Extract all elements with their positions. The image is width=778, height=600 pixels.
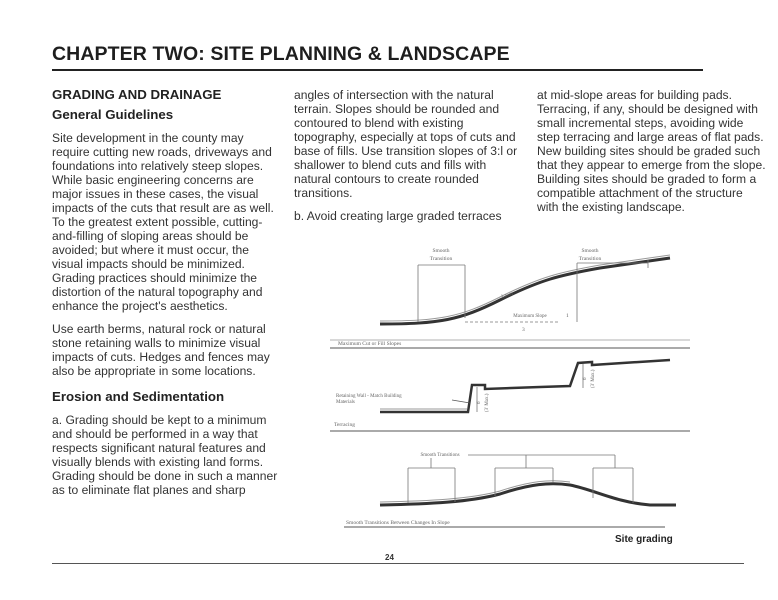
- column-3: [537, 88, 767, 223]
- section-heading: GRADING AND DRAINAGE: [52, 87, 222, 102]
- figure-caption: Site grading: [615, 534, 673, 545]
- label-transition: Transition: [578, 256, 602, 262]
- label-lawn: Lawn: [501, 291, 514, 300]
- panel-smooth-transitions: [344, 453, 676, 527]
- label-max-height: (3' Max.): [591, 369, 596, 388]
- page-number: 24: [385, 553, 394, 562]
- subheading-general-guidelines: General Guidelines: [52, 107, 174, 122]
- label-height: 6': [583, 376, 588, 380]
- paragraph: Use earth berms, natural rock or natural stone retaining walls to minimize visual impacts of cuts. Hedges and fences may also be appropriate in some locations.: [52, 322, 270, 378]
- label-rise: 1: [566, 313, 569, 319]
- label-max-slope: Maximum Slope: [513, 314, 547, 319]
- column-2: [294, 88, 524, 232]
- terrain-line: [380, 484, 676, 505]
- column-1: [52, 88, 282, 506]
- paragraph: at mid-slope areas for building pads. Terracing, if any, should be designed with small incremental steps, avoiding wide step terracing and large areas of flat pads. New building sites should be graded such that they appear to emerge from the slope. Building sites should be graded to form a compatible attachment of the structure with the existing landscape.: [537, 88, 766, 214]
- caption-smooth-transitions: Smooth Transitions Between Changes In Slope: [346, 520, 450, 526]
- panel-max-slopes: [330, 248, 690, 348]
- chapter-title: CHAPTER TWO: SITE PLANNING & LANDSCAPE: [52, 43, 510, 65]
- label-run: 3: [522, 327, 525, 333]
- caption-max-slopes: Maximum Cut or Fill Slopes: [338, 341, 402, 347]
- site-grading-figure: [330, 240, 690, 540]
- paragraph: a. Grading should be kept to a minimum and should be performed in a way that respects significant natural features and visually blends with existing land forms. Grading should be done in such a manner as to eliminate flat planes and sharp: [52, 413, 278, 497]
- caption-terracing: Terracing: [334, 422, 355, 428]
- paragraph: b. Avoid creating large graded terraces: [294, 209, 502, 223]
- label-smooth: Smooth: [581, 248, 599, 254]
- paragraph: angles of intersection with the natural terrain. Slopes should be rounded and contoured to blend with existing topography, especially at tops of cuts and base of fills. Use transition slopes of 3:l or shallower to blend cuts and fills with natural contours to create rounded transitions.: [294, 88, 518, 200]
- label-height: 6': [477, 400, 482, 404]
- terrain-line: [380, 360, 670, 412]
- panel-terracing: [330, 360, 690, 431]
- label-retaining-wall: Retaining Wall - Match Building: [336, 394, 402, 399]
- label-smooth: Smooth: [432, 248, 450, 254]
- label-smooth-transitions: Smooth Transitions: [420, 453, 460, 458]
- subheading-erosion: Erosion and Sedimentation: [52, 389, 225, 404]
- paragraph: Site development in the county may require cutting new roads, driveways and foundations into relatively steep slopes. While basic engineering concerns are major issues in these cases, the visual impacts of the cuts that result are as well. To the greatest extent possible, cutting-and-filling of sloping areas should be avoided; but where it must occur, the visual impacts should be minimized. Grading practices should minimize the distortion of the natural topography and enhance the project's aesthetics.: [52, 131, 274, 313]
- footer-rule: [52, 563, 744, 564]
- label-transition: Transition: [429, 256, 453, 262]
- label-materials: Materials: [336, 400, 355, 405]
- label-max-height: (3' Max.): [485, 393, 490, 412]
- title-rule: [52, 69, 703, 71]
